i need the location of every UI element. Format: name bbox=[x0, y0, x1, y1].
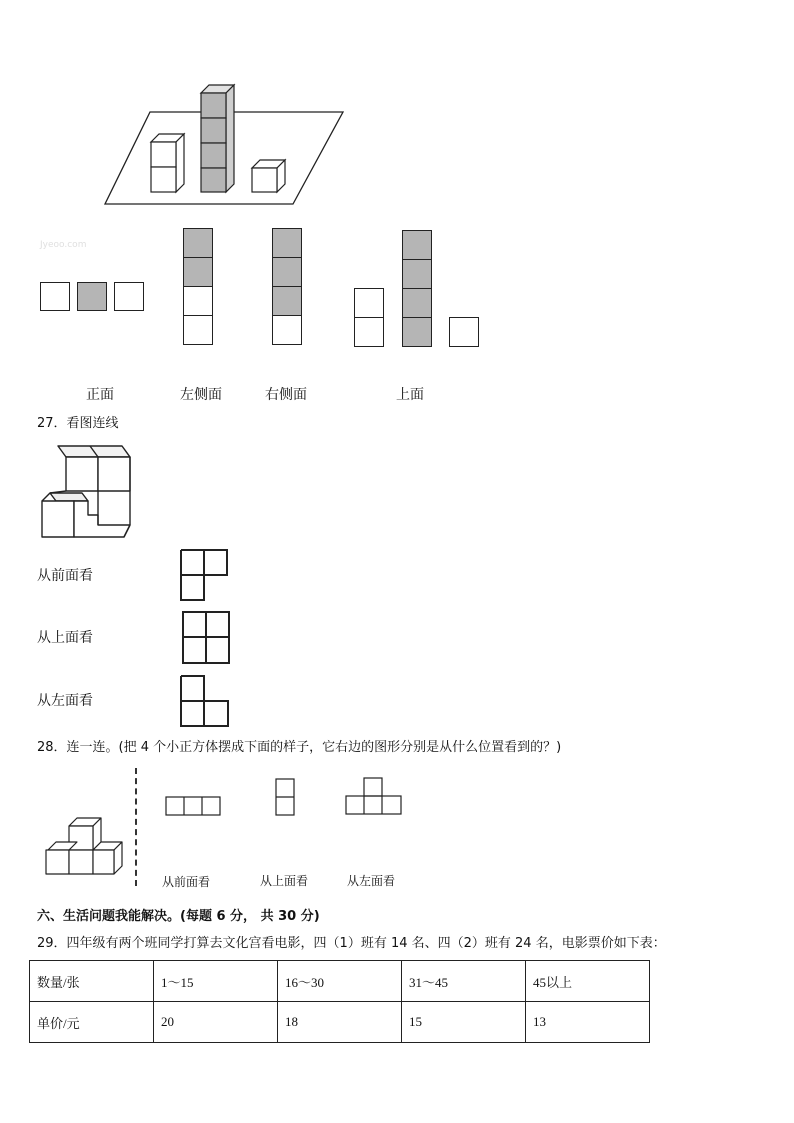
q27-view-left: 从左面看 bbox=[37, 693, 93, 709]
table-cell: 单价/元 bbox=[30, 1002, 154, 1043]
label-front: 正面 bbox=[86, 387, 114, 403]
q27-view-top: 从上面看 bbox=[37, 630, 93, 646]
q27-view-front: 从前面看 bbox=[37, 568, 93, 584]
q28-cubes-figure bbox=[44, 815, 126, 877]
table-cell: 15 bbox=[402, 1002, 526, 1043]
dashed-divider bbox=[135, 768, 137, 886]
table-cell: 16～30 bbox=[278, 961, 402, 1002]
q28-view-left: 从左面看 bbox=[347, 874, 396, 888]
q28-view-front: 从前面看 bbox=[162, 875, 211, 889]
q29-text: 29．四年级有两个班同学打算去文化宫看电影，四（1）班有 14 名、四（2）班有 24 名，电影票价如下表： bbox=[37, 936, 666, 951]
table-cell: 13 bbox=[526, 1002, 650, 1043]
q27-shape-c bbox=[179, 674, 231, 728]
label-right-side: 右侧面 bbox=[265, 387, 307, 403]
table-cell: 18 bbox=[278, 1002, 402, 1043]
q27-solid-figure bbox=[38, 443, 134, 541]
q28-shape-column bbox=[275, 778, 295, 816]
q28-title: 28．连一连。(把 4 个小正方体摆成下面的样子，它右边的图形分别是从什么位置看到的？) bbox=[37, 740, 562, 755]
q27-shape-a bbox=[179, 548, 229, 602]
watermark: Jyeoo.com bbox=[40, 240, 87, 250]
table-cell: 1～15 bbox=[154, 961, 278, 1002]
label-top: 上面 bbox=[396, 387, 424, 403]
q27-title: 27．看图连线 bbox=[37, 416, 119, 431]
table-row bbox=[30, 1002, 650, 1043]
label-left-side: 左侧面 bbox=[180, 387, 222, 403]
table-cell: 数量/张 bbox=[30, 961, 154, 1002]
section-6-title: 六、生活问题我能解决。(每题 6 分， 共 30 分) bbox=[37, 909, 320, 924]
table-cell: 20 bbox=[154, 1002, 278, 1043]
q27-shape-b bbox=[181, 610, 231, 665]
table-cell: 45以上 bbox=[526, 961, 650, 1002]
q28-view-top: 从上面看 bbox=[260, 874, 309, 888]
cube-stack-figure bbox=[100, 82, 350, 207]
table-row bbox=[30, 961, 650, 1002]
q28-shape-t bbox=[345, 777, 403, 816]
table-cell: 31～45 bbox=[402, 961, 526, 1002]
ticket-price-table bbox=[29, 960, 650, 1043]
q28-shape-row bbox=[165, 796, 222, 816]
